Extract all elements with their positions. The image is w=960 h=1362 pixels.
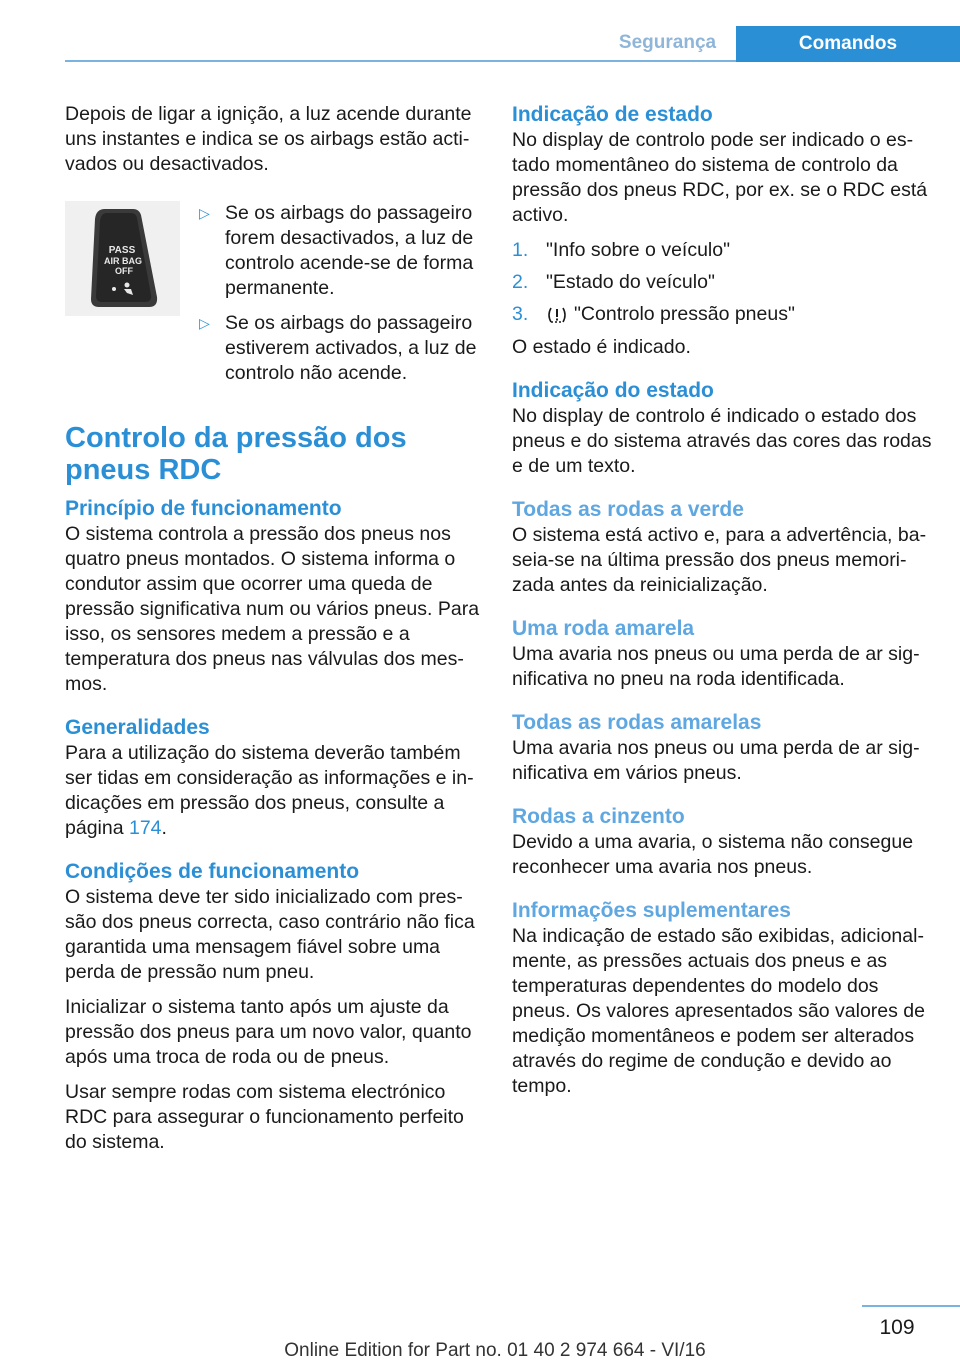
verde-section: [512, 497, 932, 598]
cinzento-title: Rodas a cinzento: [512, 805, 685, 828]
airbag-label-line3: OFF: [115, 266, 133, 276]
tire-pressure-warning-icon: [546, 305, 568, 325]
condicoes-paragraph-2: Inicializar o sistema tanto após um ajuste da pressão dos pneus para um novo valor, quanto após uma troca de roda ou de pneus.: [65, 996, 472, 1068]
airbag-button-icon: [65, 201, 180, 316]
cinzento-section: [512, 804, 932, 880]
page-number: 109: [879, 1316, 915, 1339]
verde-title: Todas as rodas a verde: [512, 498, 744, 521]
estado-result: O estado é indicado.: [512, 336, 691, 358]
suplementares-title: Informações suplementares: [512, 899, 791, 922]
tab-seguranca[interactable]: Segurança: [618, 32, 717, 53]
condicoes-section: [65, 859, 485, 1155]
do-estado-paragraph: No display de controlo é indicado o estado dos pneus e do sistema através das cores das rodas e de um texto.: [512, 405, 932, 477]
generalidades-title: Generalidades: [65, 716, 210, 739]
airbag-off-indicator-image: [65, 201, 180, 316]
estado-paragraph: No display de controlo pode ser indicado o estado momentâneo do sistema de controlo da pressão dos pneus RDC, por ex. se o RDC está activo.: [512, 129, 928, 226]
amarela-title: Uma roda amarela: [512, 617, 695, 640]
list-item: 1. "Info sobre o veículo": [512, 239, 731, 261]
generalidades-section: [65, 715, 485, 841]
list-item: 2. "Estado do veículo": [512, 271, 715, 293]
amarelas-paragraph: Uma avaria nos pneus ou uma perda de ar significativa em vários pneus.: [512, 737, 920, 784]
do-estado-section: [512, 378, 932, 479]
amarelas-section: [512, 710, 932, 786]
airbag-label-line2: AIR BAG: [104, 256, 142, 266]
estado-steps: [512, 238, 932, 327]
amarela-section: [512, 616, 932, 692]
list-item: ▷ Se os airbags do passageiro forem desactivados, a luz de controlo acende-se de forma permanente.: [199, 202, 474, 299]
principio-section: [65, 496, 485, 697]
amarela-paragraph: Uma avaria nos pneus ou uma perda de ar significativa no pneu na roda identificada.: [512, 643, 920, 690]
airbag-label-line1: PASS: [108, 245, 136, 256]
page-link-174[interactable]: 174: [128, 817, 162, 839]
principio-paragraph: O sistema controla a pressão dos pneus nos quatro pneus montados. O sistema informa o condutor assim que ocorrer uma queda de pressão significativa num ou vários pneus. Para isso, os sensores medem a pressão e a temperatura dos pneus nas válvulas dos mesmos.: [65, 523, 480, 695]
edition-footer: Online Edition for Part no. 01 40 2 974 664 - VI/16: [284, 1340, 706, 1361]
generalidades-paragraph: Para a utilização do sistema deverão também ser tidas em consideração as informações e indicações em pressão dos pneus, consulte a página 174.: [65, 742, 474, 839]
right-column: [512, 102, 932, 1109]
amarelas-title: Todas as rodas amarelas: [512, 711, 762, 734]
tab-comandos[interactable]: Comandos: [736, 26, 960, 62]
list-item: ▷ Se os airbags do passageiro estiverem activados, a luz de controlo não acende.: [199, 312, 477, 384]
condicoes-title: Condições de funcionamento: [65, 860, 360, 883]
intro-paragraph: Depois de ligar a ignição, a luz acende durante uns instantes e indica se os airbags estão activados ou desactivados.: [65, 103, 472, 175]
left-column: [65, 102, 485, 1165]
footer-rule: [862, 1305, 960, 1307]
verde-paragraph: O sistema está activo e, para a advertência, baseia-se na última pressão dos pneus memorizada antes da reinicialização.: [512, 524, 927, 596]
suplementares-section: [512, 898, 932, 1099]
airbag-section: [65, 201, 485, 396]
suplementares-paragraph: Na indicação de estado são exibidas, adicionalmente, as pressões actuais dos pneus e as temperaturas dependentes do modelo dos pneus. Os valores apresentados são valores de medição momentâneos e podem ser alterados através do regime de condução e devido ao tempo.: [512, 925, 925, 1097]
condicoes-paragraph-1: O sistema deve ter sido inicializado com pressão dos pneus correcta, caso contrário não fica garantida uma mensagem fiável sobre uma perda de pressão num pneu.: [65, 886, 475, 983]
principio-title: Princípio de funcionamento: [65, 497, 342, 520]
do-estado-title: Indicação do estado: [512, 379, 714, 402]
airbag-bullet-list: [193, 201, 485, 396]
cinzento-paragraph: Devido a uma avaria, o sistema não consegue reconhecer uma avaria nos pneus.: [512, 831, 914, 878]
triangle-bullet-icon: ▷: [199, 205, 210, 221]
estado-title: Indicação de estado: [512, 103, 713, 126]
rdc-section-title: Controlo da pressão dos pneus RDC: [65, 422, 407, 486]
estado-section: [512, 102, 932, 360]
triangle-bullet-icon: ▷: [199, 315, 210, 331]
list-item: 3. "Controlo pressão pneus": [512, 303, 795, 325]
condicoes-paragraph-3: Usar sempre rodas com sistema electrónico RDC para assegurar o funcionamento perfeito do sistema.: [65, 1081, 464, 1153]
